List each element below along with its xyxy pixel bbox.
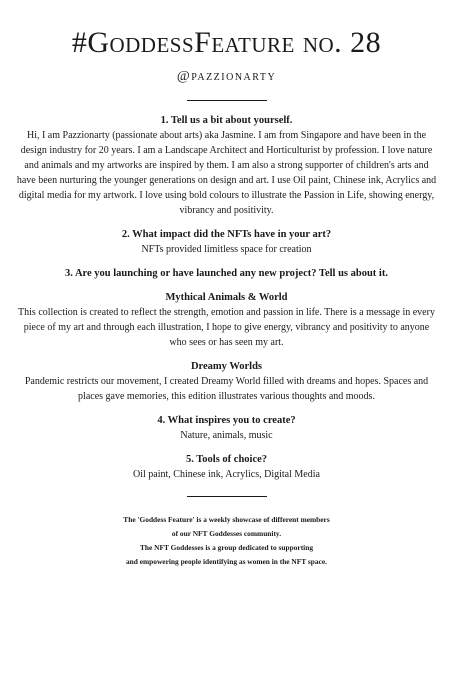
answer-text: Hi, I am Pazzionarty (passionate about arts) aka Jasmine. I am from Singapore and have been in the design industry for 20 years. I am a Landscape Architect and Horticulturist by profession. I love nature and animals and my artworks are inspired by them. I am also a strong supporter of children's arts and have been nurturing the younger generations on design and art. I use Oil paint, Chinese ink, Acrylics and digital media for my artwork. I love using bold colours to illustrate the Passion in Life, showing energy, vibrancy and positivity. bbox=[16, 130, 437, 216]
section-inspiration bbox=[16, 413, 437, 443]
answer-text: Oil paint, Chinese ink, Acrylics, Digital Media bbox=[133, 469, 320, 480]
section-projects bbox=[16, 266, 437, 281]
footer-line: and empowering people identifying as women in the NFT space. bbox=[125, 557, 328, 566]
project-heading: Dreamy Worlds bbox=[190, 361, 263, 372]
section-about bbox=[16, 113, 437, 218]
answer-text: NFTs provided limitless space for creation bbox=[141, 244, 312, 255]
bottom-divider bbox=[187, 496, 267, 497]
question-heading: 2. What impact did the NFTs have in your art? bbox=[121, 229, 332, 240]
section-nft-impact bbox=[16, 227, 437, 257]
footer-note bbox=[16, 513, 437, 569]
question-heading: 3. Are you launching or have launched any new project? Tell us about it. bbox=[65, 268, 388, 279]
top-divider bbox=[187, 100, 267, 101]
project-description: Pandemic restricts our movement, I created Dreamy World filled with dreams and hopes. Spaces and places gave memories, this edition illustrates various thoughts and moods. bbox=[24, 376, 429, 402]
project-description: This collection is created to reflect the strength, emotion and passion in life. There is a message in every piece of my art and through each illustration, I hope to give energy, vibrancy and positivity to anyone who sees or has seen my art. bbox=[18, 307, 435, 348]
page-title: #GoddessFeature no. 28 bbox=[71, 26, 382, 59]
question-heading: 5. Tools of choice? bbox=[185, 454, 268, 465]
project-heading: Mythical Animals & World bbox=[165, 292, 288, 303]
artist-handle: @pazzionarty bbox=[176, 69, 277, 84]
answer-text: Nature, animals, music bbox=[180, 430, 273, 441]
footer-line: of our NFT Goddesses community. bbox=[171, 529, 282, 538]
section-mythical-animals bbox=[16, 290, 437, 350]
footer-line: The 'Goddess Feature' is a weekly showcase of different members bbox=[123, 515, 330, 524]
section-tools bbox=[16, 452, 437, 482]
question-heading: 4. What inspires you to create? bbox=[157, 415, 296, 426]
footer-line: The NFT Goddesses is a group dedicated to supporting bbox=[139, 543, 314, 552]
section-dreamy-worlds bbox=[16, 359, 437, 404]
question-heading: 1. Tell us a bit about yourself. bbox=[160, 115, 293, 126]
